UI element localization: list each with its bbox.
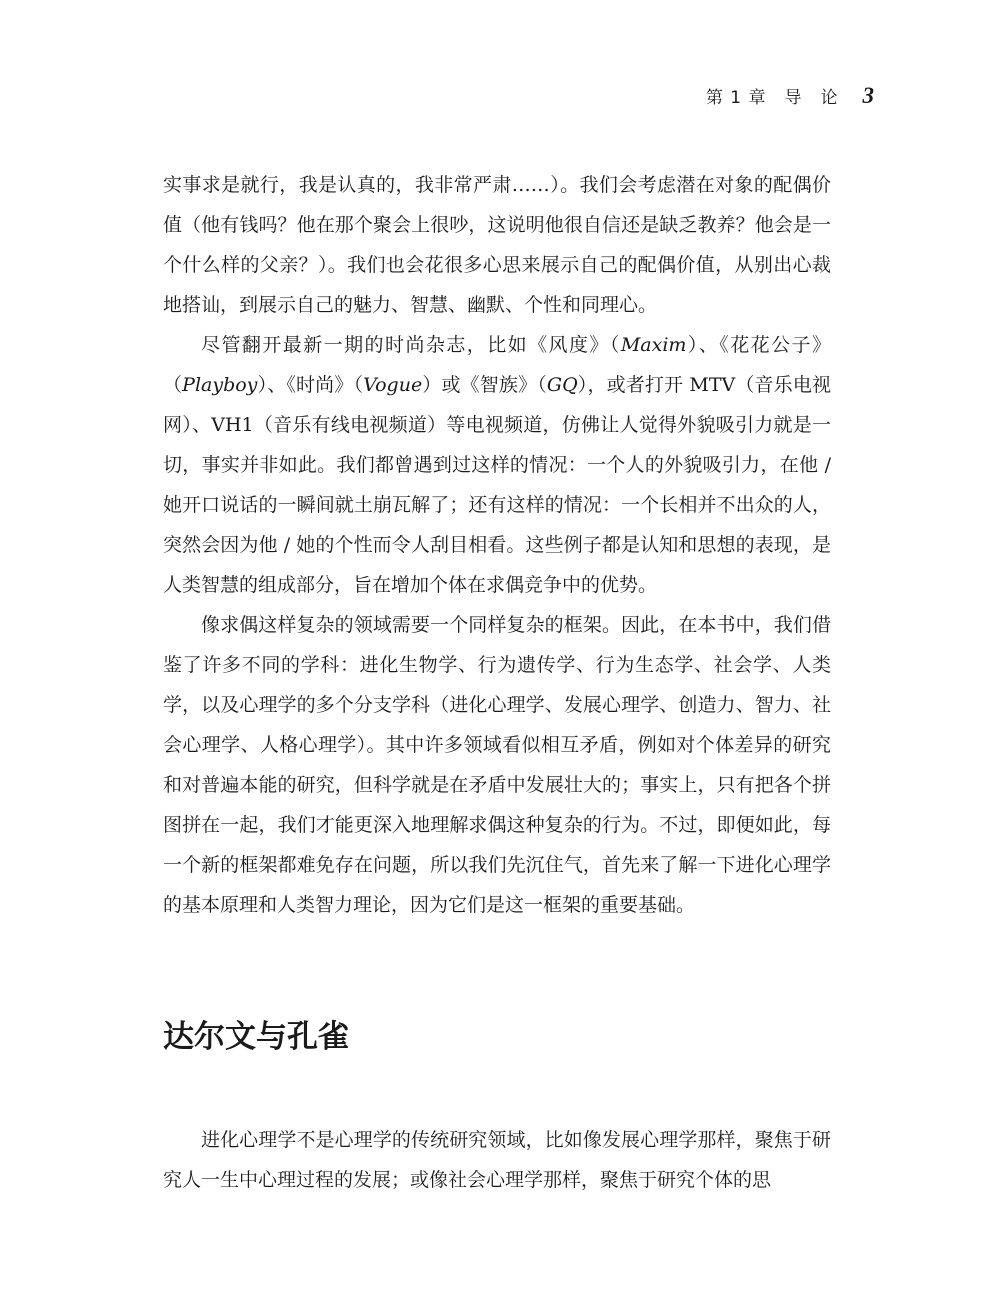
section-heading: 达尔文与孔雀 — [163, 1019, 349, 1055]
paragraph-1: 实事求是就行，我是认真的，我非常严肃……）。我们会考虑潜在对象的配偶价值（他有钱吗？他在那个聚会上很吵，这说明他很自信还是缺乏教养？他会是一个什么样的父亲？）。我们也会花很多心思来展示自己的配偶价值，从别出心裁地搭讪，到展示自己的魅力、智慧、幽默、个性和同理心。 — [163, 174, 831, 316]
page-number: 3 — [862, 83, 875, 108]
magazine-vogue: Vogue — [363, 374, 423, 396]
running-header — [706, 83, 875, 109]
body-text-block-2 — [163, 1120, 831, 1200]
paragraph-2 — [163, 325, 831, 605]
p2-text-e: ），或者打开 MTV（音乐电视网）、VH1（音乐有线电视频道）等电视频道，仿佛让人觉得外貌吸引力就是一切，事实并非如此。我们都曾遇到过这样的情况：一个人的外貌吸引力，在他 / 她开口说话的一瞬间就土崩瓦解了；还有这样的情况：一个长相并不出众的人，突然会因为他 / 她的个性而令人刮目相看。这些例子都是认知和思想的表现，是人类智慧的组成部分，旨在增加个体在求偶竞争中的优势。 — [163, 374, 831, 596]
p2-text-d: ）或《智族》（ — [422, 374, 547, 396]
p2-text-b: ）、《花花公子》（ — [163, 334, 831, 396]
p2-text-c: ）、《时尚》（ — [257, 374, 364, 396]
paragraph-3: 像求偶这样复杂的领域需要一个同样复杂的框架。因此，在本书中，我们借鉴了许多不同的学科：进化生物学、行为遗传学、行为生态学、社会学、人类学，以及心理学的多个分支学科（进化心理学、发展心理学、创造力、智力、社会心理学、人格心理学）。其中许多领域看似相互矛盾，例如对个体差异的研究和对普遍本能的研究，但科学就是在矛盾中发展壮大的；事实上，只有把各个拼图拼在一起，我们才能更深入地理解求偶这种复杂的行为。不过，即便如此，每一个新的框架都难免存在问题，所以我们先沉住气，首先来了解一下进化心理学的基本原理和人类智力理论，因为它们是这一框架的重要基础。 — [163, 614, 831, 916]
body-text-block — [163, 165, 831, 925]
magazine-gq: GQ — [546, 374, 578, 396]
magazine-maxim: Maxim — [620, 334, 687, 356]
paragraph-4: 进化心理学不是心理学的传统研究领域，比如像发展心理学那样，聚焦于研究人一生中心理过程的发展；或像社会心理学那样，聚焦于研究个体的思 — [163, 1129, 831, 1191]
magazine-playboy: Playboy — [182, 374, 258, 396]
p2-text-a: 尽管翻开最新一期的时尚杂志，比如《风度》（ — [201, 334, 621, 356]
chapter-title: 第 1 章 导 论 — [705, 88, 839, 108]
